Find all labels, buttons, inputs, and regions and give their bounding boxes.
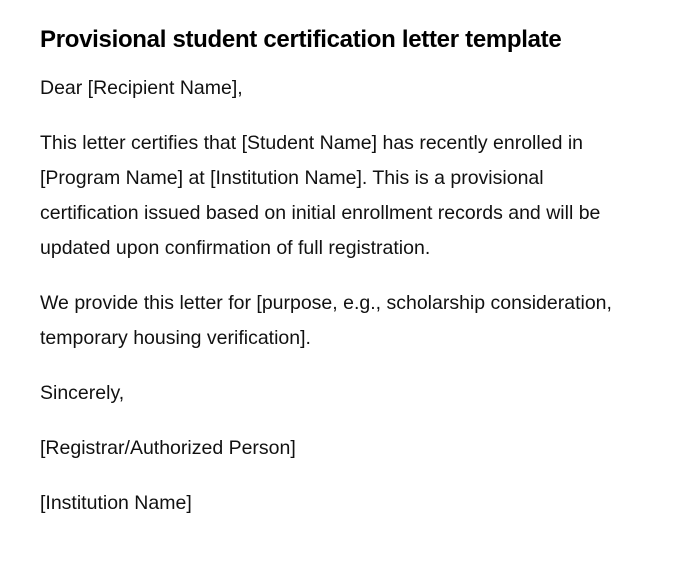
- salutation: Dear [Recipient Name],: [40, 77, 243, 99]
- body-paragraph-purpose: We provide this letter for [purpose, e.g., scholarship consideration, temporary housing verification].: [40, 292, 612, 349]
- signatory: [Registrar/Authorized Person]: [40, 437, 296, 459]
- closing: Sincerely,: [40, 382, 125, 404]
- page-title: Provisional student certification letter template: [40, 26, 562, 53]
- body-paragraph-enrollment: This letter certifies that [Student Name] has recently enrolled in [Program Name] at [Institution Name]. This is a provisional certification issued based on initial enrollment records and will be updated upon confirmation of full registration.: [40, 132, 601, 259]
- institution-name: [Institution Name]: [40, 492, 192, 514]
